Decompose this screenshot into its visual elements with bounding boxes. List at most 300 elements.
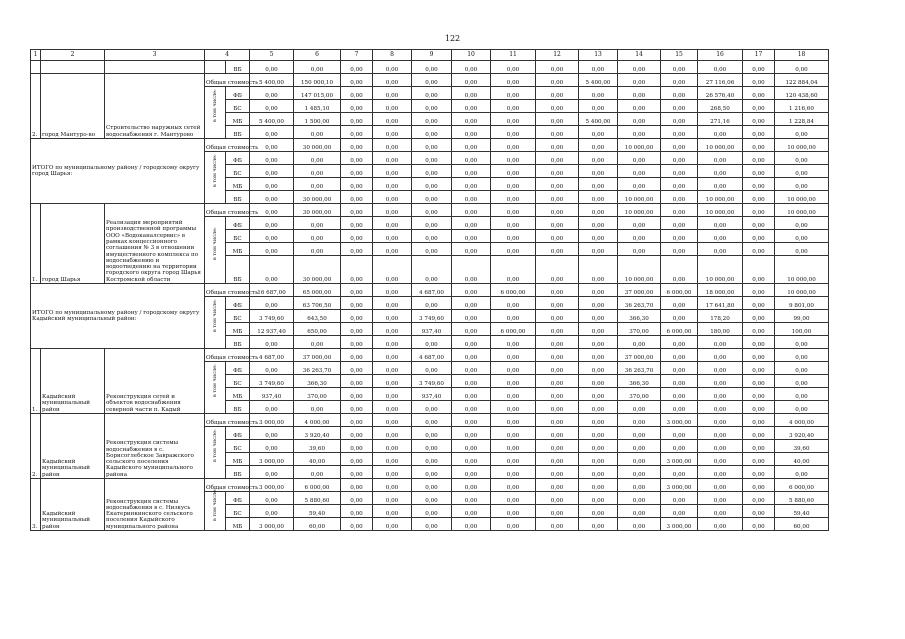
- funding-source: ФБ: [226, 427, 250, 440]
- value-cell: 0,00: [775, 336, 829, 349]
- value-cell: 0,00: [579, 178, 618, 191]
- value-cell: 0,00: [661, 336, 698, 349]
- value-cell: 0,00: [618, 466, 661, 479]
- value-cell: 370,00: [618, 323, 661, 336]
- value-cell: 937,40: [412, 323, 452, 336]
- value-cell: 0,00: [412, 492, 452, 505]
- value-cell: 0,00: [536, 310, 579, 323]
- column-header: 11: [491, 50, 536, 61]
- in-number-label: [205, 362, 226, 414]
- value-cell: 0,00: [412, 362, 452, 375]
- value-cell: 0,00: [661, 505, 698, 518]
- value-cell: 0,00: [341, 178, 373, 191]
- value-cell: 0,00: [491, 440, 536, 453]
- value-cell: 0,00: [536, 427, 579, 440]
- total-label: ИТОГО по муниципальному району / городскому округу город Шарья:: [31, 139, 205, 204]
- value-cell: 0,00: [341, 518, 373, 531]
- value-cell: 0,00: [579, 204, 618, 217]
- value-cell: 60,00: [294, 518, 341, 531]
- value-cell: 366,30: [618, 375, 661, 388]
- value-cell: 0,00: [491, 61, 536, 74]
- value-cell: 0,00: [743, 375, 775, 388]
- value-cell: 0,00: [536, 191, 579, 204]
- value-cell: 0,00: [250, 204, 294, 217]
- value-cell: 4 000,00: [775, 414, 829, 427]
- value-cell: 0,00: [579, 126, 618, 139]
- value-cell: 0,00: [698, 440, 743, 453]
- value-cell: 0,00: [341, 310, 373, 323]
- value-cell: 0,00: [294, 466, 341, 479]
- value-cell: 3 920,40: [775, 427, 829, 440]
- page-number: 122: [444, 34, 461, 43]
- value-cell: 0,00: [698, 427, 743, 440]
- value-cell: 40,00: [294, 453, 341, 466]
- funding-source: ВБ: [226, 61, 250, 74]
- value-cell: 0,00: [373, 349, 412, 362]
- value-cell: 0,00: [491, 310, 536, 323]
- in-number-label: [205, 152, 226, 204]
- value-cell: 0,00: [452, 414, 491, 427]
- column-header: 9: [412, 50, 452, 61]
- value-cell: 30 000,00: [294, 191, 341, 204]
- value-cell: 3 000,00: [250, 453, 294, 466]
- value-cell: 3 000,00: [250, 479, 294, 492]
- value-cell: 0,00: [698, 230, 743, 243]
- value-cell: 10 000,00: [775, 256, 829, 284]
- funding-type: Общая стоимость: [205, 349, 250, 362]
- value-cell: 0,00: [452, 518, 491, 531]
- column-header: 8: [373, 50, 412, 61]
- value-cell: 0,00: [536, 284, 579, 297]
- value-cell: 0,00: [618, 414, 661, 427]
- value-cell: 0,00: [412, 518, 452, 531]
- value-cell: 0,00: [536, 518, 579, 531]
- value-cell: 6 000,00: [491, 284, 536, 297]
- value-cell: 0,00: [452, 427, 491, 440]
- in-number-label: [205, 297, 226, 349]
- value-cell: 0,00: [412, 466, 452, 479]
- value-cell: 0,00: [250, 126, 294, 139]
- value-cell: 0,00: [412, 217, 452, 230]
- value-cell: 0,00: [250, 427, 294, 440]
- value-cell: 268,50: [698, 100, 743, 113]
- value-cell: 0,00: [452, 323, 491, 336]
- value-cell: 0,00: [341, 427, 373, 440]
- value-cell: 0,00: [536, 297, 579, 310]
- value-cell: 3 000,00: [250, 414, 294, 427]
- value-cell: 0,00: [412, 414, 452, 427]
- value-cell: 0,00: [618, 440, 661, 453]
- value-cell: 37 000,00: [294, 349, 341, 362]
- value-cell: 3 000,00: [661, 518, 698, 531]
- value-cell: 0,00: [775, 401, 829, 414]
- funding-type: Общая стоимость: [205, 139, 250, 152]
- value-cell: 0,00: [491, 178, 536, 191]
- value-cell: 120 438,60: [775, 87, 829, 100]
- value-cell: 0,00: [743, 336, 775, 349]
- item-description: Строительство наружных сетей водоснабжения г. Мантурово: [105, 74, 205, 139]
- value-cell: 0,00: [536, 74, 579, 87]
- value-cell: 0,00: [452, 139, 491, 152]
- value-cell: 37 000,00: [618, 284, 661, 297]
- value-cell: 0,00: [661, 100, 698, 113]
- value-cell: 0,00: [341, 74, 373, 87]
- value-cell: 0,00: [661, 256, 698, 284]
- item-number: 1.: [31, 349, 41, 414]
- in-number-text: в том числе:: [211, 154, 218, 188]
- value-cell: 0,00: [579, 401, 618, 414]
- value-cell: 0,00: [579, 297, 618, 310]
- value-cell: 0,00: [661, 388, 698, 401]
- value-cell: 0,00: [341, 401, 373, 414]
- value-cell: 0,00: [579, 349, 618, 362]
- funding-source: БС: [226, 375, 250, 388]
- value-cell: 0,00: [618, 126, 661, 139]
- value-cell: 0,00: [775, 466, 829, 479]
- value-cell: 0,00: [661, 152, 698, 165]
- budget-table: [30, 49, 829, 531]
- value-cell: 0,00: [373, 139, 412, 152]
- value-cell: 0,00: [412, 152, 452, 165]
- value-cell: 0,00: [491, 74, 536, 87]
- value-cell: 0,00: [412, 191, 452, 204]
- value-cell: 0,00: [294, 243, 341, 256]
- column-header: 4: [205, 50, 250, 61]
- value-cell: 0,00: [452, 74, 491, 87]
- value-cell: 0,00: [536, 414, 579, 427]
- funding-source: ВБ: [226, 336, 250, 349]
- value-cell: 16 687,00: [250, 284, 294, 297]
- funding-source: ФБ: [226, 217, 250, 230]
- data-row: [31, 349, 829, 362]
- value-cell: 0,00: [661, 74, 698, 87]
- value-cell: 10 000,00: [618, 139, 661, 152]
- value-cell: 0,00: [579, 466, 618, 479]
- value-cell: 3 749,60: [412, 375, 452, 388]
- value-cell: 0,00: [250, 191, 294, 204]
- value-cell: 36 263,70: [618, 297, 661, 310]
- value-cell: 10 000,00: [698, 191, 743, 204]
- funding-source: ВБ: [226, 126, 250, 139]
- value-cell: 0,00: [373, 113, 412, 126]
- funding-source: ВБ: [226, 401, 250, 414]
- value-cell: 0,00: [661, 349, 698, 362]
- item-municipality: город Мантуро-во: [41, 74, 105, 139]
- data-row: [31, 414, 829, 427]
- funding-source: МБ: [226, 453, 250, 466]
- value-cell: 0,00: [491, 362, 536, 375]
- funding-source: ФБ: [226, 152, 250, 165]
- value-cell: 0,00: [743, 310, 775, 323]
- value-cell: 0,00: [452, 505, 491, 518]
- value-cell: 0,00: [618, 336, 661, 349]
- value-cell: 0,00: [412, 165, 452, 178]
- value-cell: 0,00: [536, 217, 579, 230]
- value-cell: 0,00: [579, 284, 618, 297]
- value-cell: 0,00: [373, 466, 412, 479]
- column-header: 12: [536, 50, 579, 61]
- value-cell: 30 000,00: [294, 139, 341, 152]
- value-cell: 6 000,00: [661, 284, 698, 297]
- item-municipality: Кадыйский муниципальный район: [41, 349, 105, 414]
- value-cell: 0,00: [698, 388, 743, 401]
- value-cell: 0,00: [579, 243, 618, 256]
- value-cell: 0,00: [579, 230, 618, 243]
- value-cell: 0,00: [618, 61, 661, 74]
- value-cell: 0,00: [536, 152, 579, 165]
- funding-type: Общая стоимость: [205, 414, 250, 427]
- value-cell: 0,00: [536, 388, 579, 401]
- value-cell: 0,00: [491, 349, 536, 362]
- value-cell: 0,00: [341, 217, 373, 230]
- value-cell: 0,00: [373, 362, 412, 375]
- value-cell: 0,00: [618, 505, 661, 518]
- value-cell: 0,00: [661, 243, 698, 256]
- in-number-label: [205, 87, 226, 139]
- column-header: 10: [452, 50, 491, 61]
- in-number-label: [205, 61, 226, 74]
- value-cell: 0,00: [250, 152, 294, 165]
- value-cell: 0,00: [661, 440, 698, 453]
- value-cell: 0,00: [341, 375, 373, 388]
- value-cell: 0,00: [618, 87, 661, 100]
- value-cell: 0,00: [491, 204, 536, 217]
- value-cell: 0,00: [775, 61, 829, 74]
- value-cell: 0,00: [698, 243, 743, 256]
- value-cell: 370,00: [618, 388, 661, 401]
- item-description: Реализация мероприятий производственной программы ООО «Водоканалсервис» в рамках концессионного соглашения № 3 в отношении имущественного комплекса по водоснабжению и водоотведению на территории городского округа город Шарья Костромской области: [105, 204, 205, 284]
- value-cell: 0,00: [743, 427, 775, 440]
- value-cell: 0,00: [743, 204, 775, 217]
- in-number-label: [205, 217, 226, 284]
- value-cell: 0,00: [491, 492, 536, 505]
- value-cell: 0,00: [775, 349, 829, 362]
- value-cell: 3 920,40: [294, 427, 341, 440]
- value-cell: 0,00: [341, 284, 373, 297]
- value-cell: 0,00: [618, 453, 661, 466]
- value-cell: 0,00: [743, 61, 775, 74]
- value-cell: 0,00: [618, 427, 661, 440]
- value-cell: 0,00: [661, 230, 698, 243]
- value-cell: 178,20: [698, 310, 743, 323]
- value-cell: 0,00: [743, 191, 775, 204]
- value-cell: 0,00: [743, 87, 775, 100]
- column-header: 18: [775, 50, 829, 61]
- column-header: 17: [743, 50, 775, 61]
- value-cell: 0,00: [698, 362, 743, 375]
- value-cell: 0,00: [452, 191, 491, 204]
- in-number-text: в том числе:: [211, 364, 218, 398]
- value-cell: 4 687,00: [250, 349, 294, 362]
- value-cell: 0,00: [373, 375, 412, 388]
- value-cell: 0,00: [579, 414, 618, 427]
- value-cell: 0,00: [698, 518, 743, 531]
- value-cell: 0,00: [250, 243, 294, 256]
- value-cell: 0,00: [373, 256, 412, 284]
- value-cell: 0,00: [373, 479, 412, 492]
- value-cell: 100,00: [775, 323, 829, 336]
- column-header: 13: [579, 50, 618, 61]
- value-cell: 0,00: [250, 440, 294, 453]
- value-cell: 0,00: [536, 453, 579, 466]
- value-cell: 0,00: [618, 74, 661, 87]
- total-row: [31, 139, 829, 152]
- value-cell: 0,00: [491, 139, 536, 152]
- value-cell: 0,00: [579, 479, 618, 492]
- value-cell: 63 706,50: [294, 297, 341, 310]
- value-cell: 0,00: [661, 191, 698, 204]
- value-cell: 0,00: [491, 414, 536, 427]
- item-municipality: Кадыйский муниципальный район: [41, 479, 105, 531]
- value-cell: 0,00: [373, 453, 412, 466]
- funding-source: МБ: [226, 113, 250, 126]
- value-cell: 0,00: [341, 323, 373, 336]
- value-cell: 0,00: [743, 165, 775, 178]
- value-cell: 0,00: [373, 401, 412, 414]
- value-cell: 0,00: [452, 310, 491, 323]
- value-cell: 0,00: [579, 61, 618, 74]
- value-cell: 0,00: [579, 492, 618, 505]
- value-cell: 0,00: [661, 178, 698, 191]
- value-cell: 26 576,40: [698, 87, 743, 100]
- value-cell: 5 400,00: [579, 113, 618, 126]
- item-description: Реконструкция сетей и объектов водоснабжения северной части п. Кадый: [105, 349, 205, 414]
- value-cell: 0,00: [373, 492, 412, 505]
- value-cell: 0,00: [250, 401, 294, 414]
- total-row: [31, 284, 829, 297]
- funding-source: ФБ: [226, 297, 250, 310]
- value-cell: 0,00: [341, 87, 373, 100]
- value-cell: 0,00: [250, 87, 294, 100]
- value-cell: 0,00: [412, 61, 452, 74]
- value-cell: 0,00: [491, 505, 536, 518]
- value-cell: 0,00: [412, 505, 452, 518]
- value-cell: 0,00: [775, 230, 829, 243]
- funding-source: МБ: [226, 388, 250, 401]
- item-number: 1.: [31, 204, 41, 284]
- value-cell: 0,00: [743, 230, 775, 243]
- value-cell: 0,00: [412, 243, 452, 256]
- value-cell: 0,00: [661, 139, 698, 152]
- value-cell: 6 000,00: [775, 479, 829, 492]
- value-cell: 10 000,00: [698, 139, 743, 152]
- value-cell: 0,00: [491, 152, 536, 165]
- value-cell: 0,00: [341, 505, 373, 518]
- item-description: Реконструкция системы водоснабжения в с. Борисоглебское Завражского сельского поселения Кадыйского муниципального района: [105, 414, 205, 479]
- value-cell: 0,00: [579, 388, 618, 401]
- value-cell: 0,00: [579, 505, 618, 518]
- value-cell: 366,30: [294, 375, 341, 388]
- value-cell: 0,00: [579, 191, 618, 204]
- value-cell: 0,00: [618, 518, 661, 531]
- value-cell: 36 263,70: [618, 362, 661, 375]
- value-cell: 6 000,00: [491, 323, 536, 336]
- value-cell: 0,00: [618, 113, 661, 126]
- value-cell: 0,00: [743, 440, 775, 453]
- value-cell: 0,00: [452, 61, 491, 74]
- value-cell: 0,00: [452, 217, 491, 230]
- value-cell: 0,00: [412, 74, 452, 87]
- value-cell: 0,00: [250, 362, 294, 375]
- in-number-text: в том числе:: [211, 488, 218, 521]
- value-cell: 0,00: [618, 492, 661, 505]
- value-cell: 0,00: [775, 152, 829, 165]
- value-cell: 0,00: [491, 336, 536, 349]
- value-cell: 0,00: [373, 74, 412, 87]
- value-cell: 0,00: [661, 466, 698, 479]
- value-cell: 0,00: [618, 479, 661, 492]
- value-cell: 0,00: [491, 388, 536, 401]
- value-cell: 0,00: [452, 375, 491, 388]
- value-cell: 0,00: [452, 362, 491, 375]
- value-cell: 0,00: [491, 518, 536, 531]
- value-cell: 0,00: [536, 139, 579, 152]
- column-header: 16: [698, 50, 743, 61]
- value-cell: 0,00: [618, 243, 661, 256]
- value-cell: 0,00: [452, 152, 491, 165]
- value-cell: 0,00: [618, 100, 661, 113]
- value-cell: 0,00: [412, 453, 452, 466]
- value-cell: 0,00: [579, 100, 618, 113]
- value-cell: 0,00: [579, 256, 618, 284]
- value-cell: 17 641,80: [698, 297, 743, 310]
- value-cell: 0,00: [452, 479, 491, 492]
- value-cell: 0,00: [743, 113, 775, 126]
- item-number: 2.: [31, 74, 41, 139]
- value-cell: 0,00: [412, 427, 452, 440]
- value-cell: 12 937,40: [250, 323, 294, 336]
- value-cell: 0,00: [491, 100, 536, 113]
- in-number-label: [205, 488, 226, 531]
- item-municipality: Кадыйский муниципальный район: [41, 414, 105, 479]
- total-label: ИТОГО по муниципальному району / городскому округу Кадыйский муниципальный район:: [31, 284, 205, 349]
- value-cell: 0,00: [491, 427, 536, 440]
- value-cell: 0,00: [743, 414, 775, 427]
- data-row: [31, 61, 829, 74]
- value-cell: 643,50: [294, 310, 341, 323]
- value-cell: 0,00: [579, 87, 618, 100]
- funding-type: Общая стоимость: [205, 284, 250, 297]
- value-cell: 0,00: [661, 126, 698, 139]
- value-cell: 0,00: [452, 165, 491, 178]
- value-cell: 0,00: [579, 139, 618, 152]
- funding-source: БС: [226, 310, 250, 323]
- item-municipality: город Шарья: [41, 204, 105, 284]
- value-cell: 0,00: [452, 178, 491, 191]
- value-cell: 0,00: [743, 466, 775, 479]
- value-cell: 0,00: [491, 401, 536, 414]
- value-cell: 937,40: [412, 388, 452, 401]
- value-cell: 0,00: [698, 401, 743, 414]
- value-cell: 0,00: [536, 492, 579, 505]
- value-cell: 0,00: [536, 349, 579, 362]
- value-cell: 0,00: [373, 284, 412, 297]
- value-cell: 0,00: [373, 217, 412, 230]
- value-cell: 0,00: [294, 165, 341, 178]
- value-cell: 0,00: [373, 61, 412, 74]
- value-cell: 0,00: [341, 61, 373, 74]
- value-cell: 0,00: [412, 401, 452, 414]
- column-header: 5: [250, 50, 294, 61]
- value-cell: 0,00: [373, 505, 412, 518]
- value-cell: 27 116,06: [698, 74, 743, 87]
- column-header: 14: [618, 50, 661, 61]
- value-cell: 0,00: [341, 414, 373, 427]
- value-cell: 0,00: [661, 375, 698, 388]
- value-cell: 0,00: [491, 217, 536, 230]
- column-header: 7: [341, 50, 373, 61]
- value-cell: 0,00: [491, 453, 536, 466]
